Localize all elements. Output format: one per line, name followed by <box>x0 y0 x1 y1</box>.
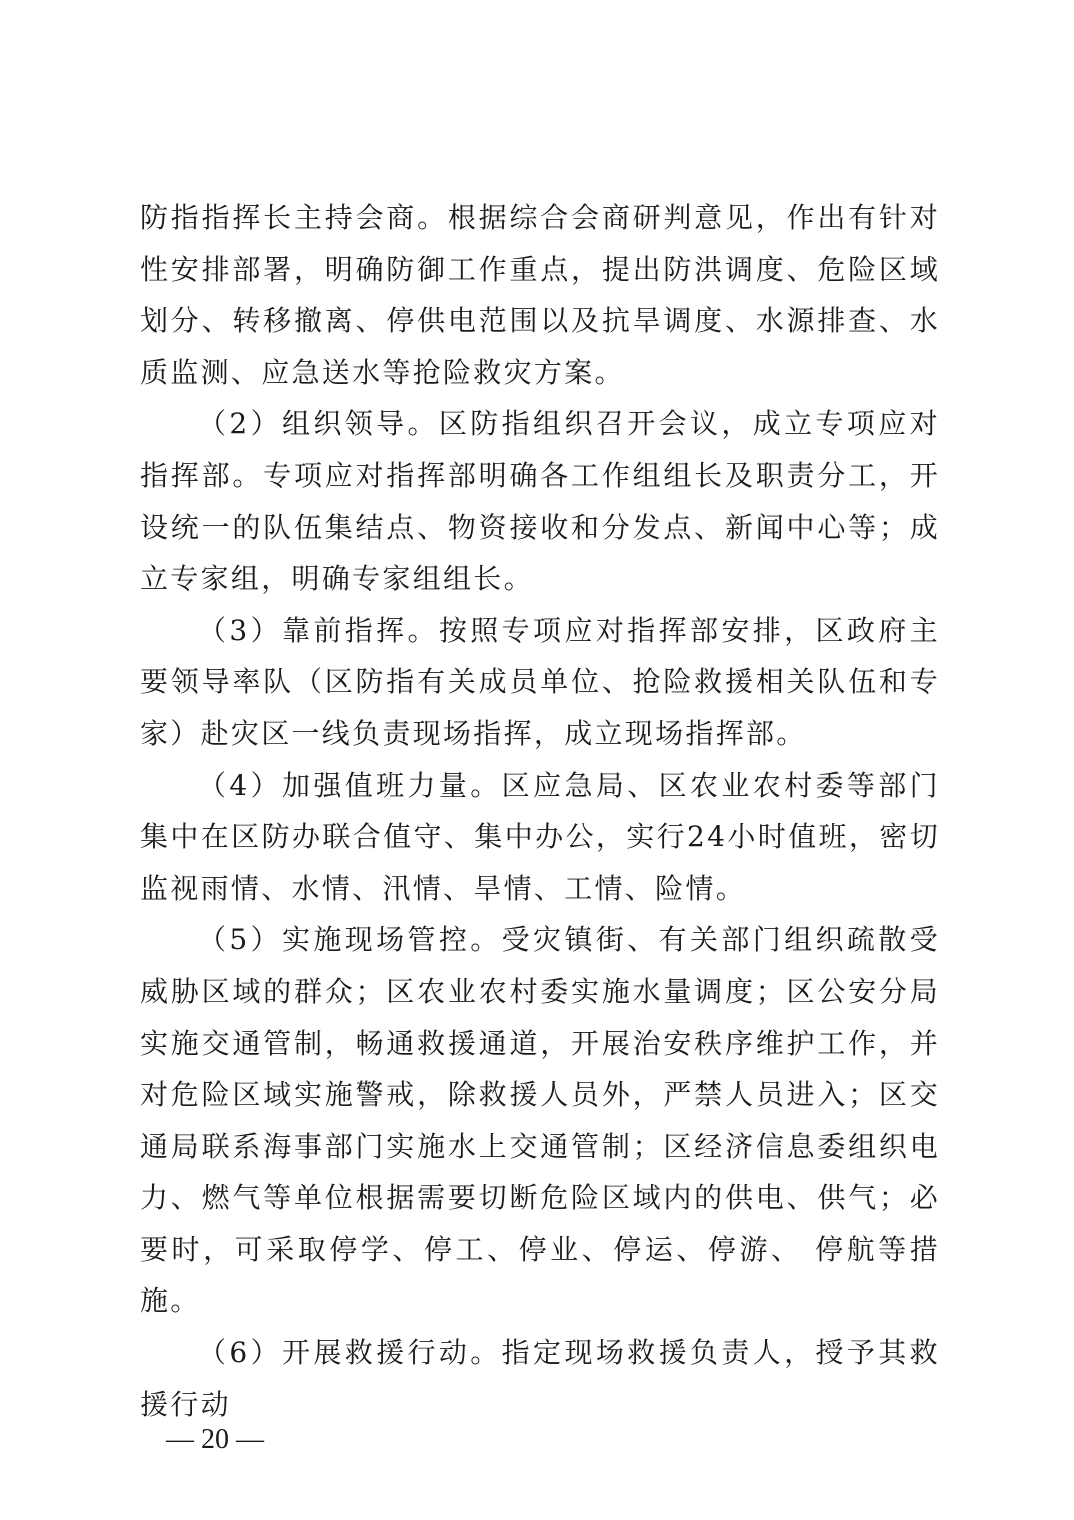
paragraph-site-control: （5）实施现场管控。受灾镇街、有关部门组织疏散受威胁区域的群众；区农业农村委实施水量调度；区公安分局实施交通管制，畅通救援通道，开展治安秩序维护工作，并对危险区域实施警戒，除救援人员外，严禁人员进入；区交通局联系海事部门实施水上交通管制；区经济信息委组织电力、燃气等单位根据需要切断危险区域内的供电、供气；必要时，可采取停学、停工、停业、停运、停游、 停航等措施。 <box>140 923 941 1318</box>
paragraph-strengthen-duty: （4）加强值班力量。区应急局、区农业农村委等部门集中在区防办联合值守、集中办公，实行24小时值班，密切监视雨情、水情、汛情、旱情、工情、险情。 <box>140 768 940 905</box>
paragraph-forward-command: （3）靠前指挥。按照专项应对指挥部安排，区政府主要领导率队（区防指有关成员单位、抢险救援相关队伍和专家）赴灾区一线负责现场指挥，成立现场指挥部。 <box>140 613 940 750</box>
paragraph-rescue-operation: （6）开展救援行动。指定现场救援负责人，授予其救援行动 <box>140 1336 940 1421</box>
page-number: — 20 — <box>166 1424 264 1455</box>
paragraph-continuation: 防指指挥长主持会商。根据综合会商研判意见，作出有针对性安排部署，明确防御工作重点，提出防洪调度、危险区域划分、转移撤离、停供电范围以及抗旱调度、水源排查、水质监测、应急送水等抢险救灾方案。 <box>140 201 940 389</box>
paragraph-organize-leadership: （2）组织领导。区防指组织召开会议，成立专项应对指挥部。专项应对指挥部明确各工作组组长及职责分工，开设统一的队伍集结点、物资接收和分发点、新闻中心等；成立专家组，明确专家组组长。 <box>140 407 940 596</box>
document-body <box>140 192 940 1430</box>
